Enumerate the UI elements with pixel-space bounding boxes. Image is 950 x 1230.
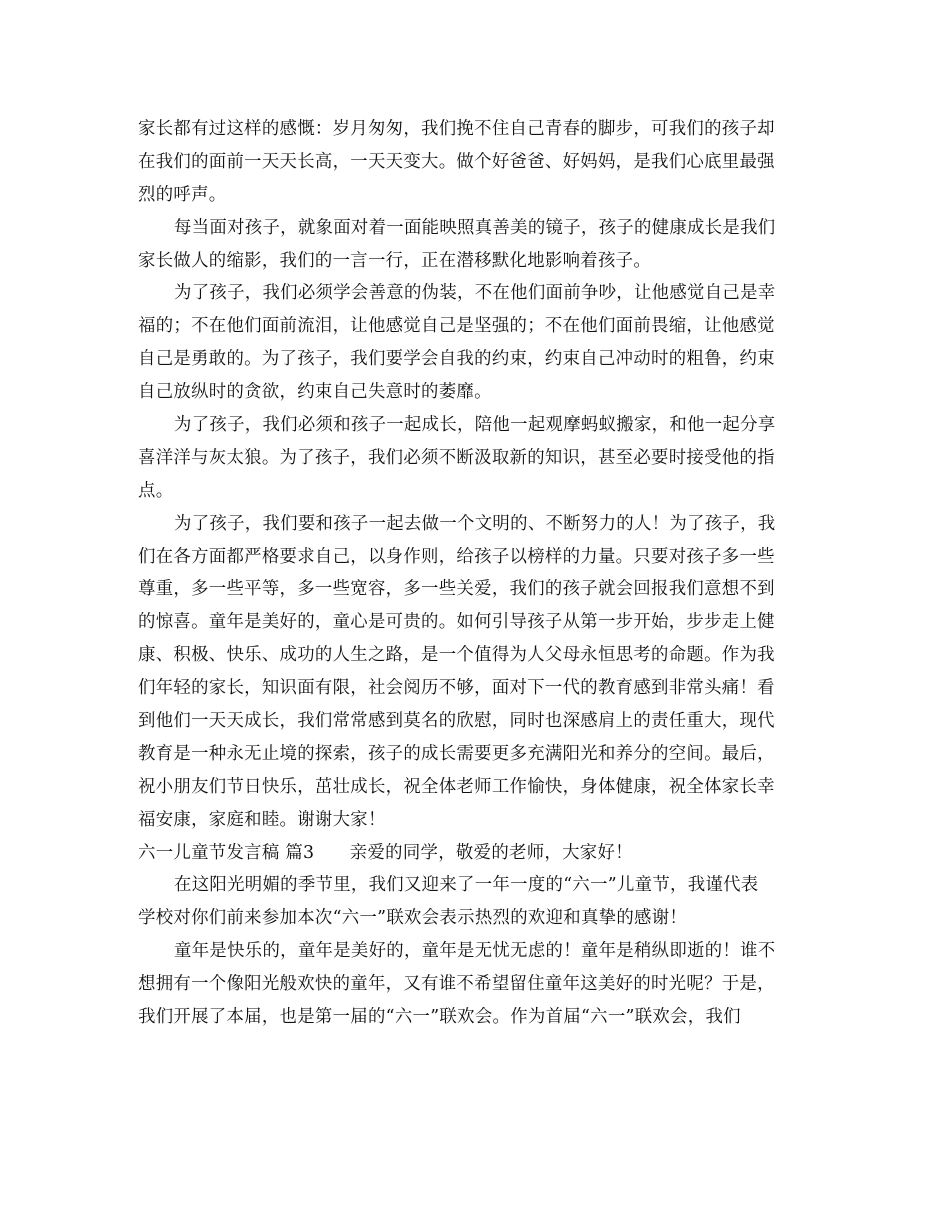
text-line-content: 我们开展了本届，也是第一届的“六一”联欢会。作为首届“六一”联欢会，我们 bbox=[138, 1007, 741, 1028]
text-line-content: 每当面对孩子，就象面对着一面能映照真善美的镜子，孩子的健康成长是我们 bbox=[174, 217, 776, 238]
document-body bbox=[138, 113, 814, 1034]
text-line-content: 想拥有一个像阳光般欢快的童年，又有谁不希望留住童年这美好的时光呢？于是， bbox=[138, 974, 775, 995]
text-line-content: 尊重，多一些平等，多一些宽容，多一些关爱，我们的孩子就会回报我们意想不到 bbox=[138, 579, 775, 600]
text-line bbox=[138, 409, 814, 442]
text-line-content: 自己是勇敢的。为了孩子，我们要学会自我的约束，约束自己冲动时的粗鲁，约束 bbox=[138, 349, 775, 370]
text-line-content: 学校对你们前来参加本次“六一”联欢会表示热烈的欢迎和真挚的感谢！ bbox=[138, 908, 688, 929]
text-line-content: 们年轻的家长，知识面有限，社会阅历不够，面对下一代的教育感到非常头痛！看 bbox=[138, 678, 775, 699]
text-line bbox=[138, 179, 814, 212]
text-line-content: 六一儿童节发言稿 篇3 亲爱的同学，敬爱的老师，大家好！ bbox=[138, 842, 633, 863]
text-line bbox=[138, 902, 814, 935]
text-line bbox=[138, 475, 814, 508]
text-line bbox=[138, 541, 814, 574]
text-line bbox=[138, 310, 814, 343]
text-line bbox=[138, 639, 814, 672]
text-line-content: 康、积极、快乐、成功的人生之路，是一个值得为人父母永恒思考的命题。作为我 bbox=[138, 645, 775, 666]
text-line-content: 烈的呼声。 bbox=[138, 184, 227, 205]
text-line-content: 喜洋洋与灰太狼。为了孩子，我们必须不断汲取新的知识，甚至必要时接受他的指 bbox=[138, 447, 775, 468]
text-line-content: 到他们一天天成长，我们常常感到莫名的欣慰，同时也深感肩上的责任重大，现代 bbox=[138, 711, 775, 732]
text-line bbox=[138, 869, 814, 902]
text-line bbox=[138, 343, 814, 376]
text-line bbox=[138, 837, 814, 870]
text-line bbox=[138, 738, 814, 771]
text-line bbox=[138, 277, 814, 310]
text-line bbox=[138, 705, 814, 738]
text-line-content: 们在各方面都严格要求自己，以身作则，给孩子以榜样的力量。只要对孩子多一些 bbox=[138, 546, 775, 567]
text-line-content: 家长都有过这样的感慨：岁月匆匆，我们挽不住自己青春的脚步，可我们的孩子却 bbox=[138, 119, 775, 139]
text-line-content: 为了孩子，我们要和孩子一起去做一个文明的、不断努力的人！为了孩子，我 bbox=[174, 513, 776, 534]
text-line bbox=[138, 376, 814, 409]
text-line-content: 为了孩子，我们必须和孩子一起成长，陪他一起观摩蚂蚁搬家，和他一起分享 bbox=[174, 415, 776, 436]
text-line-content: 自己放纵时的贪欲，约束自己失意时的萎靡。 bbox=[138, 382, 492, 403]
text-line bbox=[138, 508, 814, 541]
text-line bbox=[138, 672, 814, 705]
text-line bbox=[138, 245, 814, 278]
text-line-content: 祝小朋友们节日快乐，茁壮成长，祝全体老师工作愉快，身体健康，祝全体家长幸 bbox=[138, 776, 775, 797]
text-line bbox=[138, 442, 814, 475]
text-line bbox=[138, 113, 814, 146]
text-line-content: 童年是快乐的，童年是美好的，童年是无忧无虑的！童年是稍纵即逝的！谁不 bbox=[174, 941, 776, 962]
text-line bbox=[138, 212, 814, 245]
text-line bbox=[138, 968, 814, 1001]
text-line-content: 为了孩子，我们必须学会善意的伪装，不在他们面前争吵，让他感觉自己是幸 bbox=[174, 283, 776, 304]
text-line-content: 点。 bbox=[138, 480, 174, 501]
text-line-content: 教育是一种永无止境的探索，孩子的成长需要更多充满阳光和养分的空间。最后， bbox=[138, 743, 775, 764]
text-line bbox=[138, 573, 814, 606]
text-line-content: 的惊喜。童年是美好的，童心是可贵的。如何引导孩子从第一步开始，步步走上健 bbox=[138, 612, 775, 633]
text-line bbox=[138, 804, 814, 837]
text-line bbox=[138, 935, 814, 968]
text-line bbox=[138, 1001, 814, 1034]
text-line bbox=[138, 606, 814, 639]
text-line-content: 在我们的面前一天天长高，一天天变大。做个好爸爸、好妈妈，是我们心底里最强 bbox=[138, 151, 775, 172]
text-line-content: 福的；不在他们面前流泪，让他感觉自己是坚强的；不在他们面前畏缩，让他感觉 bbox=[138, 316, 775, 337]
text-line-content: 在这阳光明媚的季节里，我们又迎来了一年一度的“六一”儿童节，我谨代表 bbox=[174, 875, 759, 896]
text-line-content: 福安康，家庭和睦。谢谢大家！ bbox=[138, 809, 386, 830]
text-line bbox=[138, 146, 814, 179]
text-line bbox=[138, 771, 814, 804]
text-line-content: 家长做人的缩影，我们的一言一行，正在潜移默化地影响着孩子。 bbox=[138, 250, 652, 271]
